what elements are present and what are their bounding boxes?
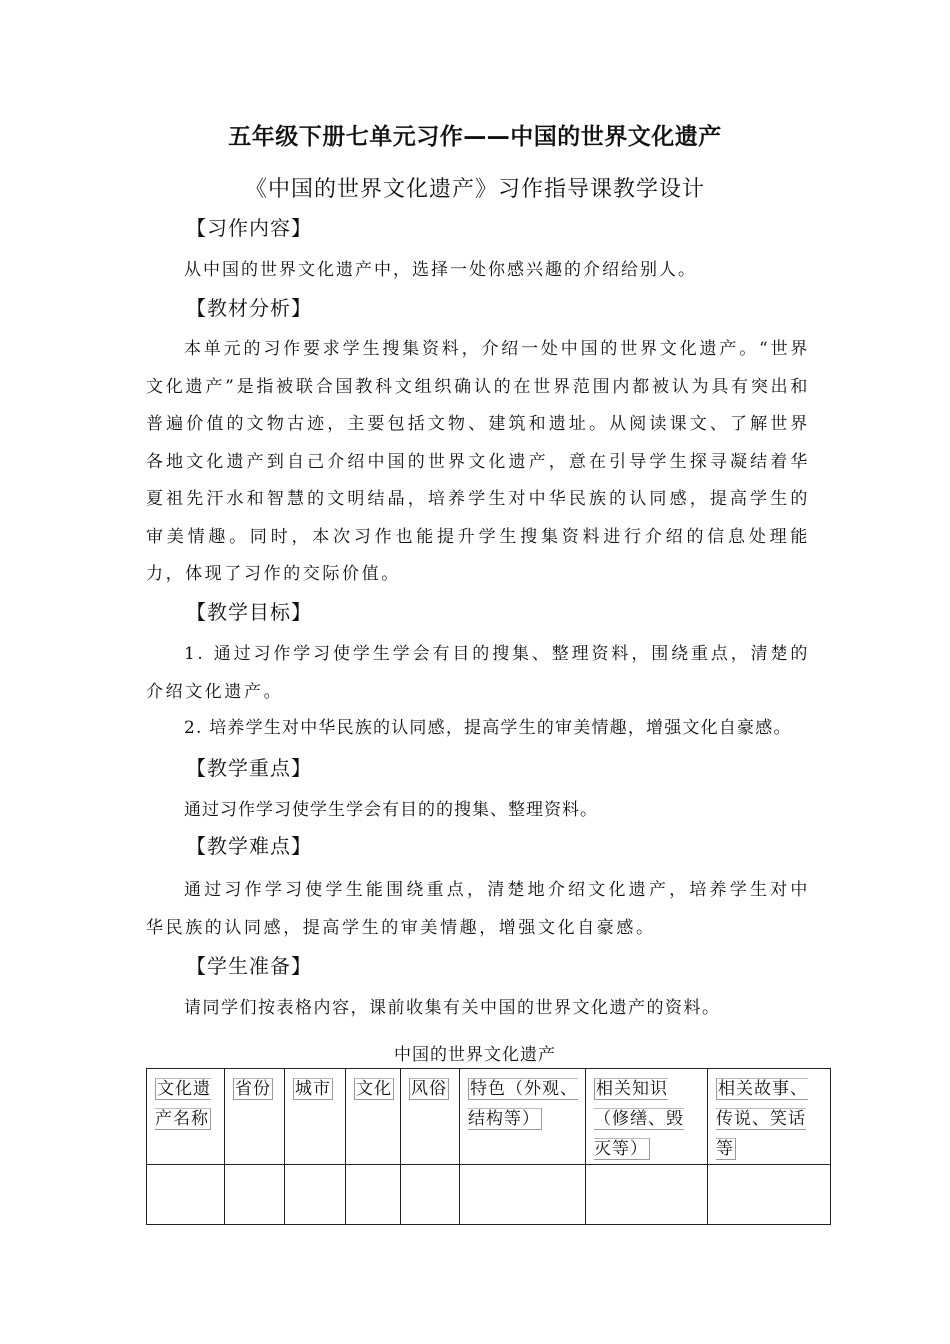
heading-content: 【习作内容】 xyxy=(186,216,312,240)
difficulty-text: 通过习作学习使学生能围绕重点，清楚地介绍文化遗产，培养学生对中华民族的认同感，提高学生的审美情趣，增强文化自豪感。 xyxy=(146,880,810,938)
header-cell-features: 特色（外观、结构等） xyxy=(460,1069,586,1165)
heading-key-point: 【教学重点】 xyxy=(186,756,312,780)
table-caption: 中国的世界文化遗产 xyxy=(394,1045,556,1065)
analysis-text: 本单元的习作要求学生搜集资料，介绍一处中国的世界文化遗产。“世界文化遗产”是指被联合国教科文组织确认的在世界范围内都被认为具有突出和普遍价值的文物古迹，主要包括文物、建筑和遗址。从阅读课文、了解世界各地文化遗产到自己介绍中国的世界文化遗产，意在引导学生探寻凝结着华夏祖先汗水和智慧的文明结晶，培养学生对中华民族的认同感，提高学生的审美情趣。同时，本次习作也能提升学生搜集资料进行介绍的信息处理能力，体现了习作的交际价值。 xyxy=(146,339,810,584)
preparation-text: 请同学们按表格内容，课前收集有关中国的世界文化遗产的资料。 xyxy=(184,998,721,1018)
header-cell-knowledge: 相关知识（修缮、毁灭等） xyxy=(586,1069,708,1165)
document-subtitle: 《中国的世界文化遗产》习作指导课教学设计 xyxy=(244,177,705,202)
content-text: 从中国的世界文化遗产中，选择一处你感兴趣的介绍给别人。 xyxy=(184,260,697,280)
heritage-table xyxy=(146,1068,831,1225)
header-cell-culture: 文化 xyxy=(346,1069,401,1165)
header-cell-city: 城市 xyxy=(285,1069,346,1165)
header-cell-province: 省份 xyxy=(225,1069,285,1165)
header-cell-heritage-name: 文化遗产名称 xyxy=(147,1069,225,1165)
table-cell xyxy=(401,1165,460,1225)
table-cell xyxy=(708,1165,831,1225)
heading-difficulty: 【教学难点】 xyxy=(186,834,312,858)
header-cell-customs: 风俗 xyxy=(401,1069,460,1165)
heading-analysis: 【教材分析】 xyxy=(186,296,312,320)
table-row xyxy=(147,1165,831,1225)
table-cell xyxy=(147,1165,225,1225)
table-cell xyxy=(346,1165,401,1225)
table-cell xyxy=(225,1165,285,1225)
heading-preparation: 【学生准备】 xyxy=(186,954,312,978)
table-cell xyxy=(460,1165,586,1225)
table-cell xyxy=(586,1165,708,1225)
header-cell-stories: 相关故事、传说、笑话等 xyxy=(708,1069,831,1165)
key-point-text: 通过习作学习使学生学会有目的的搜集、整理资料。 xyxy=(184,800,598,820)
goal-item-1: 1. 通过习作学习使学生学会有目的搜集、整理资料，围绕重点，清楚的介绍文化遗产。 xyxy=(146,644,810,702)
table-header-row xyxy=(147,1069,831,1165)
goal-item-2: 2. 培养学生对中华民族的认同感，提高学生的审美情趣，增强文化自豪感。 xyxy=(184,718,792,738)
table-cell xyxy=(285,1165,346,1225)
heading-goals: 【教学目标】 xyxy=(186,600,312,624)
document-title: 五年级下册七单元习作——中国的世界文化遗产 xyxy=(228,124,722,150)
